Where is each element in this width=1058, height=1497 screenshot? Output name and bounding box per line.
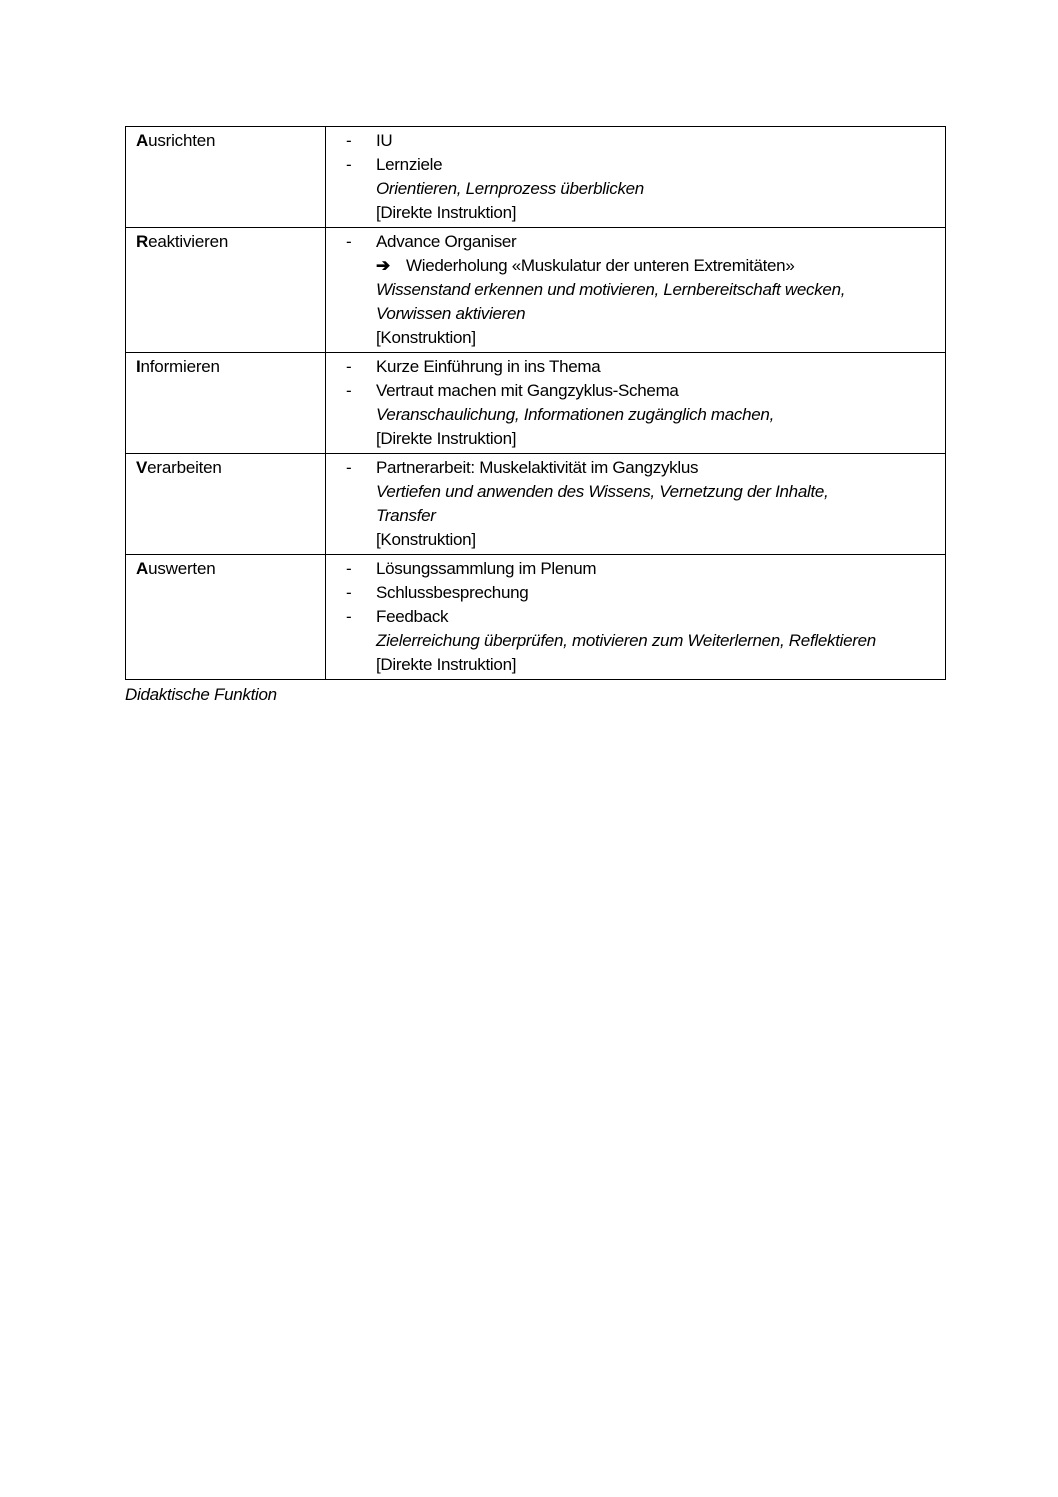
line-text: Veranschaulichung, Informationen zugänglich machen, xyxy=(376,405,774,424)
didactic-function-text xyxy=(326,177,945,201)
didactic-function-text xyxy=(326,278,945,302)
line-text: Vorwissen aktivieren xyxy=(376,304,526,323)
right-arrow-icon: ➔ xyxy=(376,256,390,275)
phase-initial-letter: A xyxy=(136,559,149,578)
dash-bullet-icon: - xyxy=(346,131,352,150)
line-text: Wissenstand erkennen und motivieren, Lernbereitschaft wecken, xyxy=(376,280,846,299)
phase-cell xyxy=(126,454,326,555)
line-text: [Direkte Instruktion] xyxy=(376,203,517,222)
bullet-item xyxy=(326,129,945,153)
bullet-item xyxy=(326,230,945,254)
table-caption: Didaktische Funktion xyxy=(125,685,277,704)
phase-initial-letter: A xyxy=(136,131,149,150)
line-text: Orientieren, Lernprozess überblicken xyxy=(376,179,644,198)
line-text: Kurze Einführung in ins Thema xyxy=(376,357,601,376)
line-text: Zielerreichung überprüfen, motivieren zum Weiterlernen, Reflektieren xyxy=(376,631,876,650)
arrow-item xyxy=(326,254,945,278)
table-row xyxy=(126,127,946,228)
phase-name xyxy=(136,357,220,376)
lesson-phases-table-body xyxy=(126,127,946,680)
table-row xyxy=(126,228,946,353)
instruction-type-text xyxy=(326,528,945,552)
phase-name xyxy=(136,232,228,251)
bullet-item xyxy=(326,379,945,403)
phase-cell xyxy=(126,228,326,353)
line-text: Wiederholung «Muskulatur der unteren Extremitäten» xyxy=(406,256,795,275)
dash-bullet-icon: - xyxy=(346,559,352,578)
bullet-item xyxy=(326,456,945,480)
phase-name xyxy=(136,458,222,477)
didactic-function-text xyxy=(326,629,945,653)
dash-bullet-icon: - xyxy=(346,232,352,251)
phase-content-cell xyxy=(326,228,946,353)
didactic-function-text xyxy=(326,403,945,427)
dash-bullet-icon: - xyxy=(346,583,352,602)
phase-name-rest: erarbeiten xyxy=(147,458,222,477)
line-text: Partnerarbeit: Muskelaktivität im Gangzyklus xyxy=(376,458,699,477)
line-text: [Direkte Instruktion] xyxy=(376,655,517,674)
didactic-function-text xyxy=(326,504,945,528)
table-row xyxy=(126,454,946,555)
bullet-item xyxy=(326,557,945,581)
phase-content-cell xyxy=(326,454,946,555)
phase-initial-letter: R xyxy=(136,232,149,251)
line-text: Lösungssammlung im Plenum xyxy=(376,559,597,578)
phase-name-rest: eaktivieren xyxy=(148,232,229,251)
instruction-type-text xyxy=(326,653,945,677)
dash-bullet-icon: - xyxy=(346,458,352,477)
lesson-phases-table xyxy=(125,126,946,680)
phase-name-rest: uswerten xyxy=(148,559,216,578)
phase-cell xyxy=(126,353,326,454)
phase-cell xyxy=(126,127,326,228)
line-text: IU xyxy=(376,131,393,150)
instruction-type-text xyxy=(326,201,945,225)
instruction-type-text xyxy=(326,326,945,350)
dash-bullet-icon: - xyxy=(346,607,352,626)
phase-initial-letter: I xyxy=(136,357,141,376)
line-text: Advance Organiser xyxy=(376,232,517,251)
phase-cell xyxy=(126,555,326,680)
bullet-item xyxy=(326,355,945,379)
instruction-type-text xyxy=(326,427,945,451)
line-text: Schlussbesprechung xyxy=(376,583,529,602)
bullet-item xyxy=(326,153,945,177)
phase-content-cell xyxy=(326,127,946,228)
phase-content-cell xyxy=(326,555,946,680)
bullet-item xyxy=(326,581,945,605)
dash-bullet-icon: - xyxy=(346,381,352,400)
line-text: [Direkte Instruktion] xyxy=(376,429,517,448)
line-text: Vertraut machen mit Gangzyklus-Schema xyxy=(376,381,679,400)
bullet-item xyxy=(326,605,945,629)
line-text: [Konstruktion] xyxy=(376,530,476,549)
phase-name-rest: usrichten xyxy=(148,131,216,150)
dash-bullet-icon: - xyxy=(346,155,352,174)
line-text: Vertiefen und anwenden des Wissens, Vernetzung der Inhalte, xyxy=(376,482,829,501)
table-row xyxy=(126,353,946,454)
phase-content-cell xyxy=(326,353,946,454)
line-text: [Konstruktion] xyxy=(376,328,476,347)
didactic-function-text xyxy=(326,302,945,326)
table-row xyxy=(126,555,946,680)
dash-bullet-icon: - xyxy=(346,357,352,376)
line-text: Transfer xyxy=(376,506,436,525)
line-text: Feedback xyxy=(376,607,449,626)
didactic-function-text xyxy=(326,480,945,504)
phase-initial-letter: V xyxy=(136,458,148,477)
line-text: Lernziele xyxy=(376,155,443,174)
phase-name xyxy=(136,559,215,578)
phase-name xyxy=(136,131,215,150)
phase-name-rest: nformieren xyxy=(140,357,220,376)
